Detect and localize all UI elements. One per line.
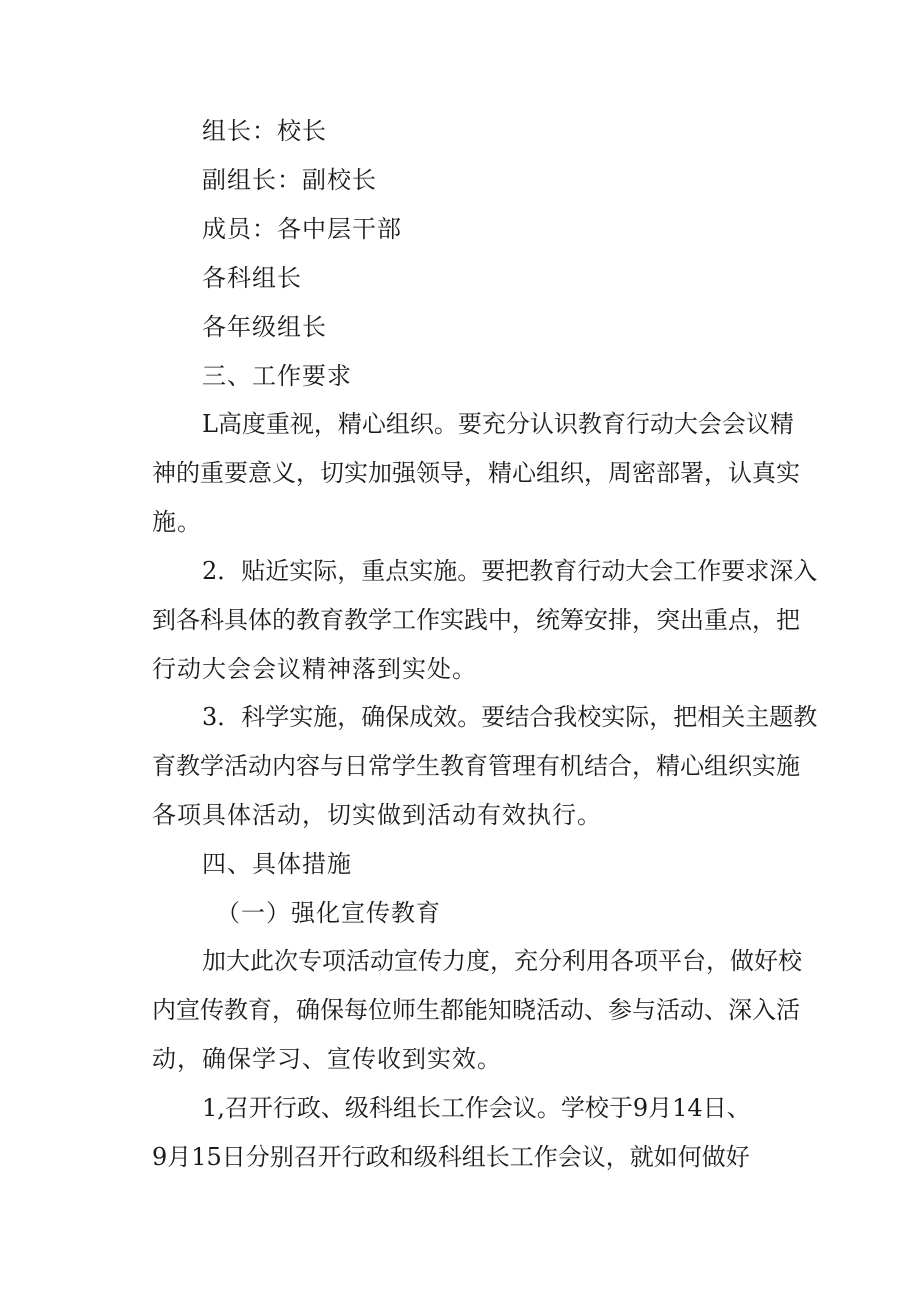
text-line: 内宣传教育，确保每位师生都能知晓活动、参与活动、深入活 (152, 996, 800, 1024)
text-line: 到各科具体的教育教学工作实践中，统筹安排，突出重点，把 (152, 606, 800, 634)
section-heading: 四、具体措施 (202, 850, 352, 878)
text-line: 成员：各中层干部 (202, 215, 402, 243)
text-line: 1,召开行政、级科组长工作会议。学校于9月14日、 (202, 1094, 751, 1122)
text-line: 行动大会会议精神落到实处。 (152, 655, 477, 683)
text-line: 2．贴近实际，重点实施。要把教育行动大会工作要求深入 (202, 557, 818, 585)
section-heading: 三、工作要求 (202, 362, 352, 390)
text-line: 加大此次专项活动宣传力度，充分利用各项平台，做好校 (202, 947, 802, 975)
text-line: 施。 (152, 508, 202, 536)
text-line: 组长：校长 (202, 117, 327, 145)
text-line: 9月15日分别召开行政和级科组长工作会议，就如何做好 (152, 1143, 750, 1171)
text-line: 副组长：副校长 (202, 166, 377, 194)
text-line: L高度重视，精心组织。要充分认识教育行动大会会议精 (202, 410, 794, 438)
text-line: 各科组长 (202, 264, 302, 292)
text-line: 动，确保学习、宣传收到实效。 (152, 1045, 502, 1073)
subsection-heading: （一）强化宣传教育 (216, 899, 441, 927)
text-line: 育教学活动内容与日常学生教育管理有机结合，精心组织实施 (152, 752, 800, 780)
text-line: 3．科学实施，确保成效。要结合我校实际，把相关主题教 (202, 703, 818, 731)
text-line: 各年级组长 (202, 313, 327, 341)
text-line: 神的重要意义，切实加强领导，精心组织，周密部署，认真实 (152, 459, 800, 487)
text-line: 各项具体活动，切实做到活动有效执行。 (152, 801, 602, 829)
